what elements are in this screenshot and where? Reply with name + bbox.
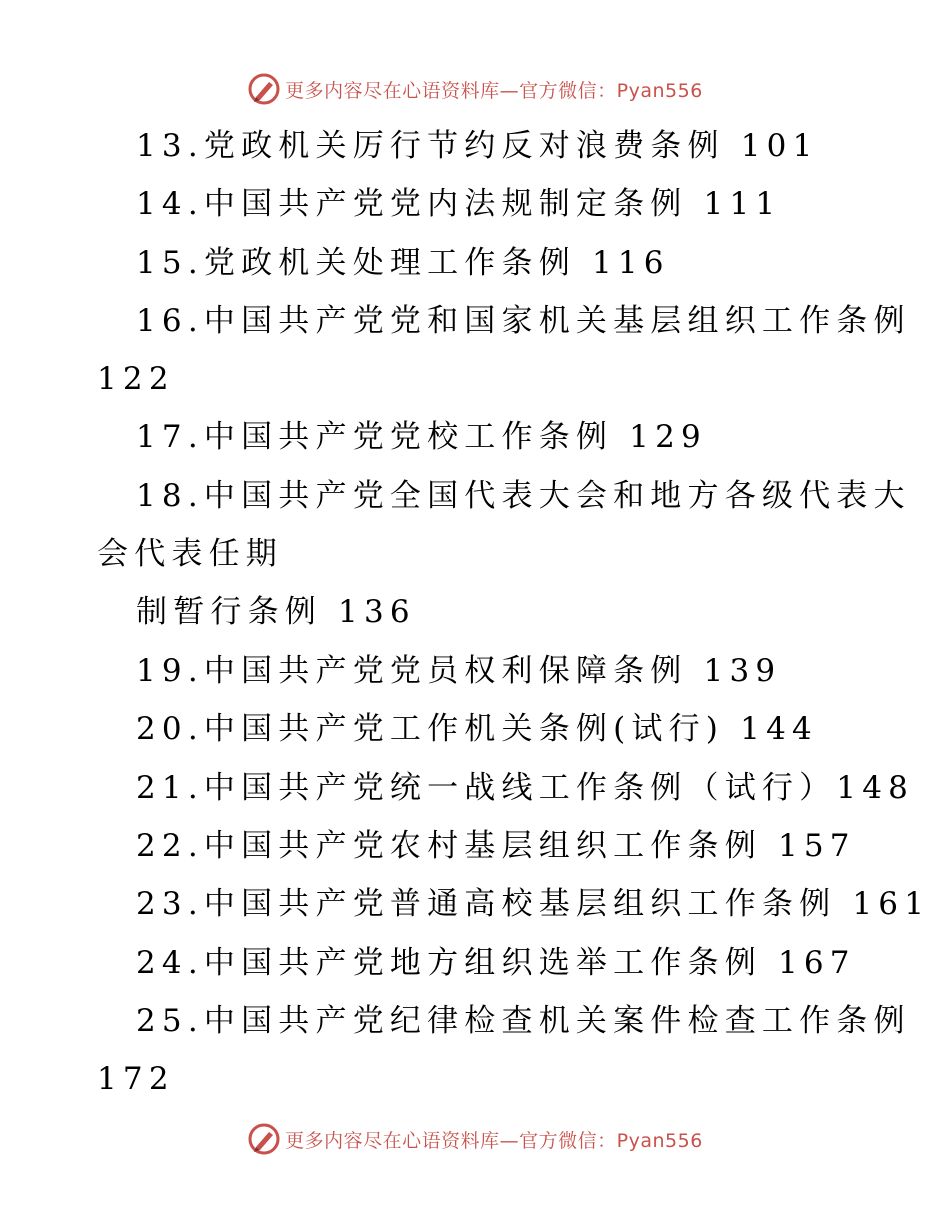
toc-line: 172 — [97, 1061, 175, 1097]
footer-watermark-banner — [0, 1122, 950, 1156]
toc-line: 20.中国共产党工作机关条例(试行) 144 — [136, 711, 818, 747]
footer-watermark-text: 更多内容尽在心语资料库—官方微信：Pyan556 — [285, 1129, 703, 1152]
red-pen-logo-icon — [247, 1122, 281, 1156]
toc-line: 22.中国共产党农村基层组织工作条例 157 — [136, 828, 856, 864]
toc-line: 24.中国共产党地方组织选举工作条例 167 — [136, 945, 856, 981]
toc-line: 会代表任期 — [97, 536, 283, 572]
toc-line: 14.中国共产党党内法规制定条例 111 — [136, 186, 782, 222]
toc-line: 18.中国共产党全国代表大会和地方各级代表大 — [136, 478, 911, 514]
toc-line: 21.中国共产党统一战线工作条例（试行）148 — [136, 770, 915, 806]
toc-line: 15.党政机关处理工作条例 116 — [136, 245, 670, 281]
toc-line: 17.中国共产党党校工作条例 129 — [136, 419, 707, 455]
toc-line: 13.党政机关厉行节约反对浪费条例 101 — [136, 128, 819, 164]
header-watermark-text: 更多内容尽在心语资料库—官方微信：Pyan556 — [285, 79, 703, 102]
toc-line: 23.中国共产党普通高校基层组织工作条例 161 — [136, 886, 931, 922]
toc-line: 122 — [97, 361, 175, 397]
toc-line: 制暂行条例 136 — [136, 594, 416, 630]
toc-line: 16.中国共产党党和国家机关基层组织工作条例 — [136, 303, 911, 339]
toc-line: 19.中国共产党党员权利保障条例 139 — [136, 653, 782, 689]
toc-line: 25.中国共产党纪律检查机关案件检查工作条例 — [136, 1003, 911, 1039]
